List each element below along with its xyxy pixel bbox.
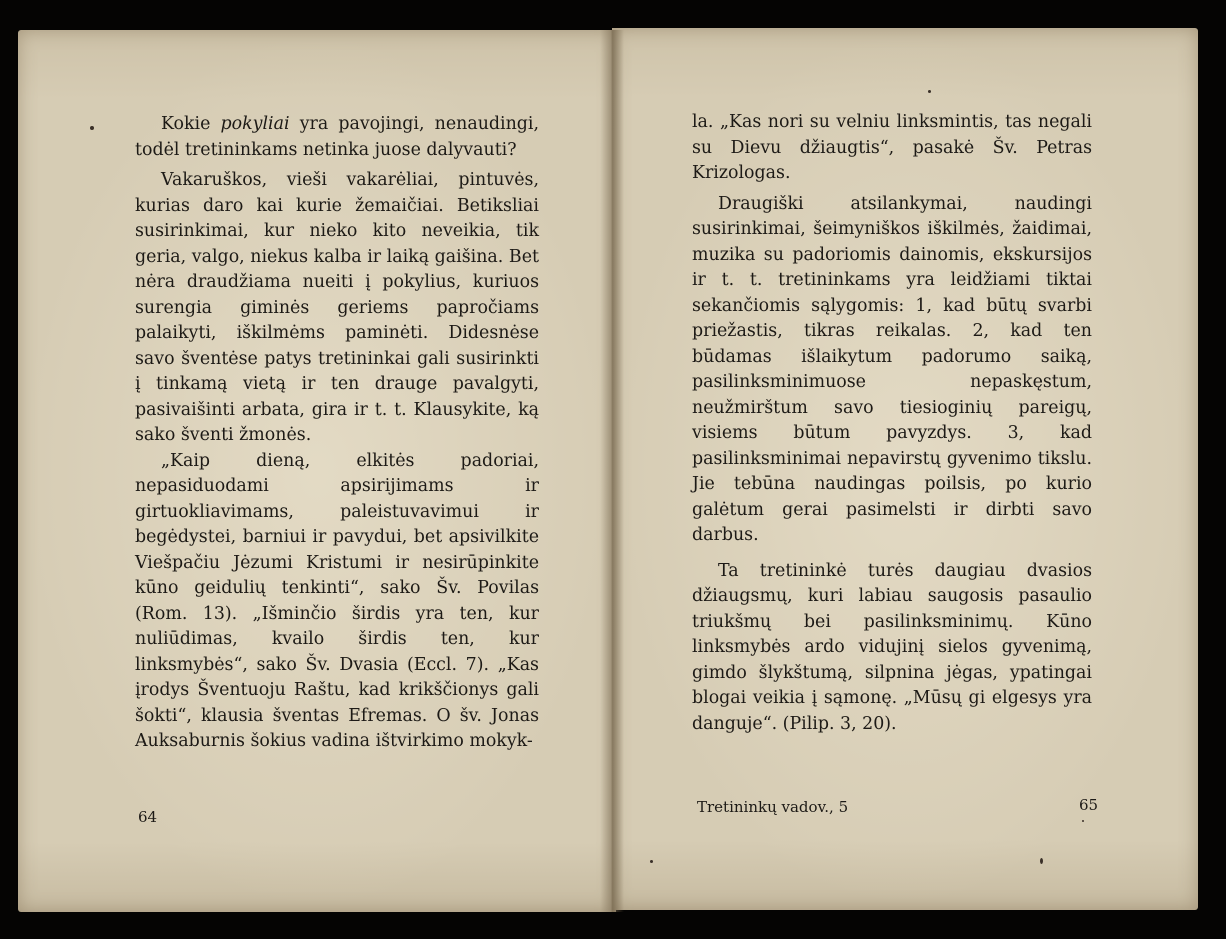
page-number-right: 65 [1079,796,1099,814]
paragraph: Vakaruškos, vieši vakarėliai, pintuvės, kurias daro kai kurie žemaičiai. Betiksliai susirinkimai, kur nieko kito neveikia, tik geria, valgo, niekus kalba ir laiką gaišina. Bet nėra draudžiama nueiti į pokylius, kuriuos surengia giminės geriems papročiams palaikyti, iškilmėms paminėti. Didesnėse savo šventėse patys tretininkai gali susirinkti į tinkamą vietą ir ten drauge pavalgyti, pasivaišinti arbata, gira ir t. t. Klausykite, ką sako šventi žmonės. [135,170,539,445]
paragraph: „Kaip dieną, elkitės padoriai, nepasiduodami apsirijimams ir girtuokliavimams, paleistuvavimui ir begėdystei, barniui ir pavydui, bet apsivilkite Viešpačiu Jėzumi Kristumi ir nesirūpinkite kūno geidulių tenkinti“, sako Šv. Povilas (Rom. 13). „Išminčio širdis yra ten, kur nuliūdimas, kvailo širdis ten, kur linksmybės“, sako Šv. Dvasia (Eccl. 7). „Kas įrodys Šventuoju Raštu, kad krikščionys gali šokti“, klausia šventas Efremas. O šv. Jonas Auksaburnis šokius vadina ištvirkimo mokyk- [135,450,539,751]
question-paragraph [135,112,539,163]
book-gutter [600,30,624,912]
question-lead: Kokie [161,114,221,134]
paragraph: Ta tretininkė turės daugiau dvasios džiaugsmų, kuri labiau saugosis pasaulio triukšmų bei pasilinksminimų. Kūno linksmybės ardo vidujinį sielos gyvenimą, gimdo šlykštumą, silpnina jėgas, ypatingai blogai veikia į sąmonę. „Mūsų gi elgesys yra danguje“. (Pilip. 3, 20). [692,560,1092,734]
paragraph: Draugiški atsilankymai, naudingi susirinkimai, šeimyniškos iškilmės, žaidimai, muzika su padoriomis dainomis, ekskursijos ir t. t. tretininkams yra leidžiami tiktai sekančiomis sąlygomis: 1, kad būtų svarbi priežastis, tikras reikalas. 2, kad ten būdamas išlaikytum padorumo saiką, pasilinksminimuose nepaskęstum, neužmirštum savo tiesioginių pareigų, visiems būtum pavyzdys. 3, kad pasilinksminimai nepavirstų gyvenimo tikslu. Jie tebūna naudingas poilsis, po kurio galėtum gerai pasimelsti ir dirbti savo darbus. [692,193,1092,545]
left-page-text [135,112,539,755]
page-number-left: 64 [138,808,158,826]
paper-speck [928,90,931,93]
paper-speck [1040,858,1043,864]
paragraph: la. „Kas nori su velniu linksmintis, tas negali su Dievu džiaugtis“, pasakė Šv. Petras Krizologas. [692,112,1092,183]
paper-speck [90,126,94,130]
right-page-text [692,110,1092,737]
paper-speck [1082,820,1084,822]
question-emphasis: pokyliai [220,114,290,134]
question-rest: yra pavojingi, nenaudingi, todėl tretininkams netinka juose dalyvauti? [135,114,540,160]
running-footer: Tretininkų vadov., 5 [697,798,849,816]
paper-speck [650,860,653,863]
